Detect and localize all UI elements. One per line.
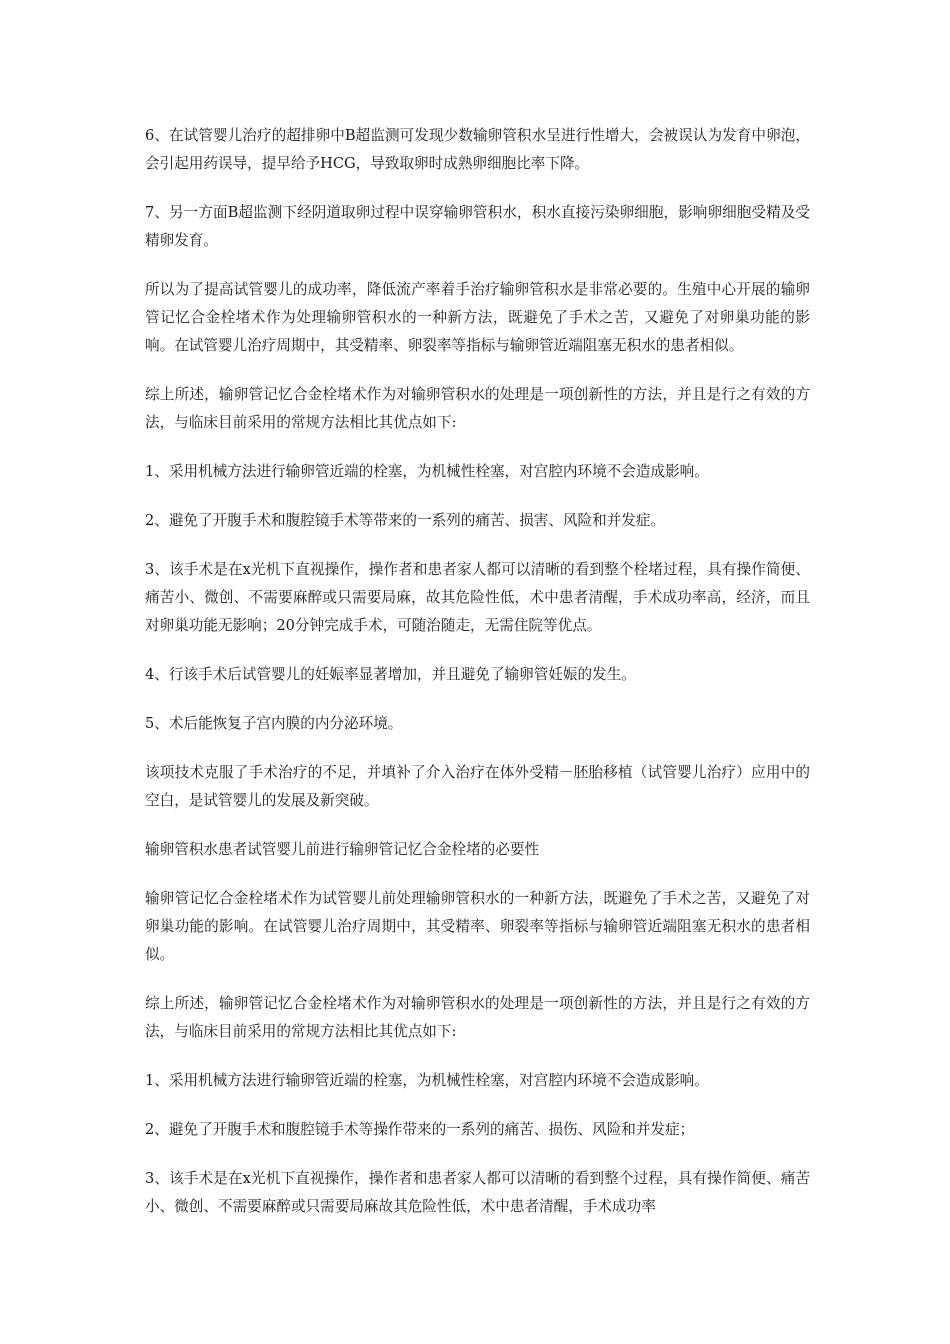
paragraph-advantage-2: 2、避免了开腹手术和腹腔镜手术等带来的一系列的痛苦、损害、风险和并发症。 [145,512,666,529]
paragraph-advantage-3-repeat: 3、该手术是在x光机下直视操作，操作者和患者家人都可以清晰的看到整个过程，具有操作简便、痛苦小、微创、不需要麻醉或只需要局麻故其危险性低，术中患者清醒，手术成功率 [145,1170,810,1215]
paragraph-item-7: 7、另一方面B超监测下经阴道取卵过程中误穿输卵管积水，积水直接污染卵细胞，影响卵细胞受精及受精卵发育。 [145,204,810,249]
paragraph-method-intro: 输卵管记忆合金栓堵术作为试管婴儿前处理输卵管积水的一种新方法，既避免了手术之苦，又避免了对卵巢功能的影响。在试管婴儿治疗周期中，其受精率、卵裂率等指标与输卵管近端阻塞无积水的患者相似。 [145,890,810,963]
document-body [145,122,810,1242]
paragraph-advantage-4: 4、行该手术后试管婴儿的妊娠率显著增加，并且避免了输卵管妊娠的发生。 [145,666,636,683]
paragraph-item-6: 6、在试管婴儿治疗的超排卵中B超监测可发现少数输卵管积水呈进行性增大，会被误认为发育中卵泡，会引起用药误导，提早给予HCG，导致取卵时成熟卵细胞比率下降。 [145,127,810,172]
section-heading: 输卵管积水患者试管婴儿前进行输卵管记忆合金栓堵的必要性 [145,841,540,858]
paragraph-advantage-2-repeat: 2、避免了开腹手术和腹腔镜手术等操作带来的一系列的痛苦、损伤、风险和并发症； [145,1121,695,1138]
paragraph-summary: 综上所述，输卵管记忆合金栓堵术作为对输卵管积水的处理是一项创新性的方法，并且是行之有效的方法，与临床目前采用的常规方法相比其优点如下: [145,386,810,431]
paragraph-advantage-1: 1、采用机械方法进行输卵管近端的栓塞，为机械性栓塞，对宫腔内环境不会造成影响。 [145,463,709,480]
paragraph-advantage-1-repeat: 1、采用机械方法进行输卵管近端的栓塞，为机械性栓塞，对宫腔内环境不会造成影响。 [145,1072,709,1089]
paragraph-advantage-3: 3、该手术是在x光机下直视操作，操作者和患者家人都可以清晰的看到整个栓堵过程，具有操作简便、痛苦小、微创、不需要麻醉或只需要局麻，故其危险性低，术中患者清醒，手术成功率高，经济，而且对卵巢功能无影响；20分钟完成手术，可随治随走，无需住院等优点。 [145,561,810,634]
paragraph-summary-repeat: 综上所述，输卵管记忆合金栓堵术作为对输卵管积水的处理是一项创新性的方法，并且是行之有效的方法，与临床目前采用的常规方法相比其优点如下: [145,995,810,1040]
paragraph-conclusion-intro: 所以为了提高试管婴儿的成功率，降低流产率着手治疗输卵管积水是非常必要的。生殖中心开展的输卵管记忆合金栓堵术作为处理输卵管积水的一种新方法，既避免了手术之苦，又避免了对卵巢功能的影响。在试管婴儿治疗周期中，其受精率、卵裂率等指标与输卵管近端阻塞无积水的患者相似。 [145,281,810,354]
paragraph-advantage-5: 5、术后能恢复子宫内膜的内分泌环境。 [145,715,403,732]
paragraph-breakthrough: 该项技术克服了手术治疗的不足，并填补了介入治疗在体外受精－胚胎移植（试管婴儿治疗）应用中的空白，是试管婴儿的发展及新突破。 [145,764,810,809]
